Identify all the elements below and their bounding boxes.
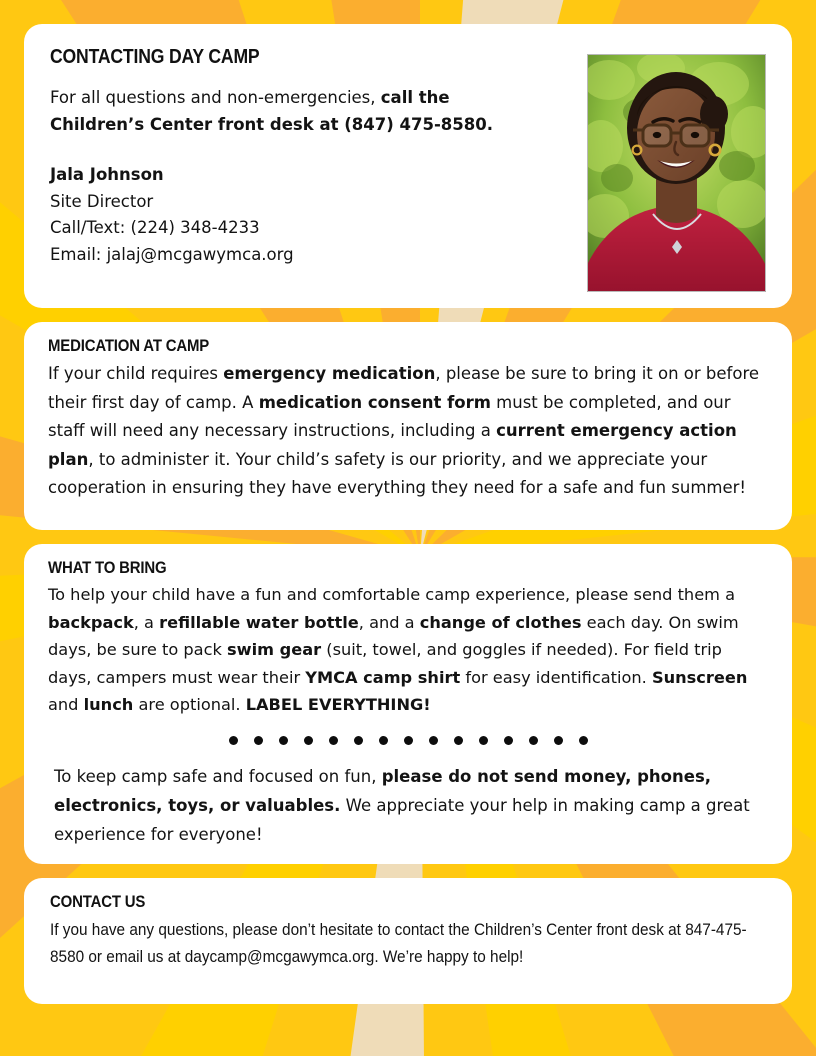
emphasis-text: current emergency action plan [48, 421, 737, 469]
plain-text: , please be sure to bring it on or before their first day of camp. A [48, 364, 760, 412]
card-what-to-bring [24, 544, 792, 864]
card-contacting-day-camp [24, 24, 792, 308]
plain-text: and [48, 695, 84, 714]
emphasis-text: please do not send money, phones, electronics, toys, or valuables. [54, 766, 712, 815]
divider-dot [379, 736, 388, 745]
emphasis-text: YMCA camp shirt [305, 667, 461, 687]
plain-text: each day. On swim days, be sure to pack [48, 612, 739, 659]
contacting-day-camp-heading: CONTACTING DAY CAMP [50, 46, 260, 68]
emphasis-text: emergency medication [223, 364, 436, 383]
divider-dot [429, 736, 438, 745]
divider-dot [354, 736, 363, 745]
divider-dot [304, 736, 313, 745]
plain-text: , to administer it. Your child’s safety is our priority, and we appreciate your cooperation in ensuring they have everything they need for a safe and fun summer! [48, 449, 747, 497]
card-contact-us [24, 878, 792, 1004]
emphasis-text: swim gear [227, 640, 322, 659]
site-director-photo-frame [587, 54, 766, 308]
divider-dot [479, 736, 488, 745]
site-director-name: Jala Johnson [50, 165, 164, 184]
divider-dot [529, 736, 538, 745]
divider-dot [579, 736, 588, 745]
plain-text: To keep camp safe and focused on fun, [54, 766, 382, 786]
plain-text: for easy identification. [460, 667, 652, 687]
emphasis-text: Sunscreen [651, 667, 748, 687]
plain-text: , a [133, 612, 160, 632]
plain-text: If your child requires [48, 364, 224, 383]
medication-heading: MEDICATION AT CAMP [48, 336, 210, 355]
emphasis-text: refillable water bottle [159, 612, 359, 632]
contact-us-paragraph: If you have any questions, please don’t hesitate to contact the Children’s Center front desk at 847-475-8580 or email us at daycamp@mcgawymca.org. We’re happy to help! [50, 921, 747, 966]
plain-text: , and a [358, 612, 420, 632]
contact-intro-bold: call the Children’s Center front desk at (847) 475-8580. [50, 88, 493, 134]
divider-dot [254, 736, 263, 745]
contact-us-heading: CONTACT US [50, 892, 146, 911]
emphasis-text: lunch [83, 695, 134, 714]
plain-text: are optional. [133, 695, 246, 714]
what-to-bring-paragraph [48, 581, 768, 719]
divider-dot [454, 736, 463, 745]
contact-intro-plain: For all questions and non-emergencies, [50, 88, 381, 107]
plain-text: To help your child have a fun and comfortable camp experience, please send them a [48, 585, 735, 604]
divider-dot [229, 736, 238, 745]
plain-text: We appreciate your help in making camp a great experience for everyone! [54, 795, 750, 844]
plain-text: must be completed, and our staff will need any necessary instructions, including a [48, 392, 731, 440]
site-director-role: Site Director [50, 191, 154, 211]
divider-dot [404, 736, 413, 745]
medication-paragraph [48, 360, 768, 503]
card-medication-at-camp [24, 322, 792, 530]
divider-dot [279, 736, 288, 745]
site-director-email: Email: jalaj@mcgawymca.org [50, 244, 294, 264]
site-director-photo [587, 54, 766, 292]
emphasis-text: medication consent form [258, 392, 491, 412]
contact-text-column [50, 46, 573, 308]
site-director-phone: Call/Text: (224) 348-4233 [50, 218, 260, 237]
plain-text: (suit, towel, and goggles if needed). For field trip days, campers must wear their [48, 640, 722, 687]
no-valuables-paragraph [48, 762, 768, 849]
dot-divider [48, 726, 768, 756]
divider-dot [554, 736, 563, 745]
what-to-bring-heading: WHAT TO BRING [48, 558, 167, 577]
emphasis-text: change of clothes [419, 612, 582, 632]
contact-intro-paragraph [50, 85, 520, 138]
divider-dot [504, 736, 513, 745]
emphasis-text: LABEL EVERYTHING! [245, 695, 431, 714]
emphasis-text: backpack [48, 612, 134, 632]
site-director-block [50, 162, 573, 268]
divider-dot [329, 736, 338, 745]
